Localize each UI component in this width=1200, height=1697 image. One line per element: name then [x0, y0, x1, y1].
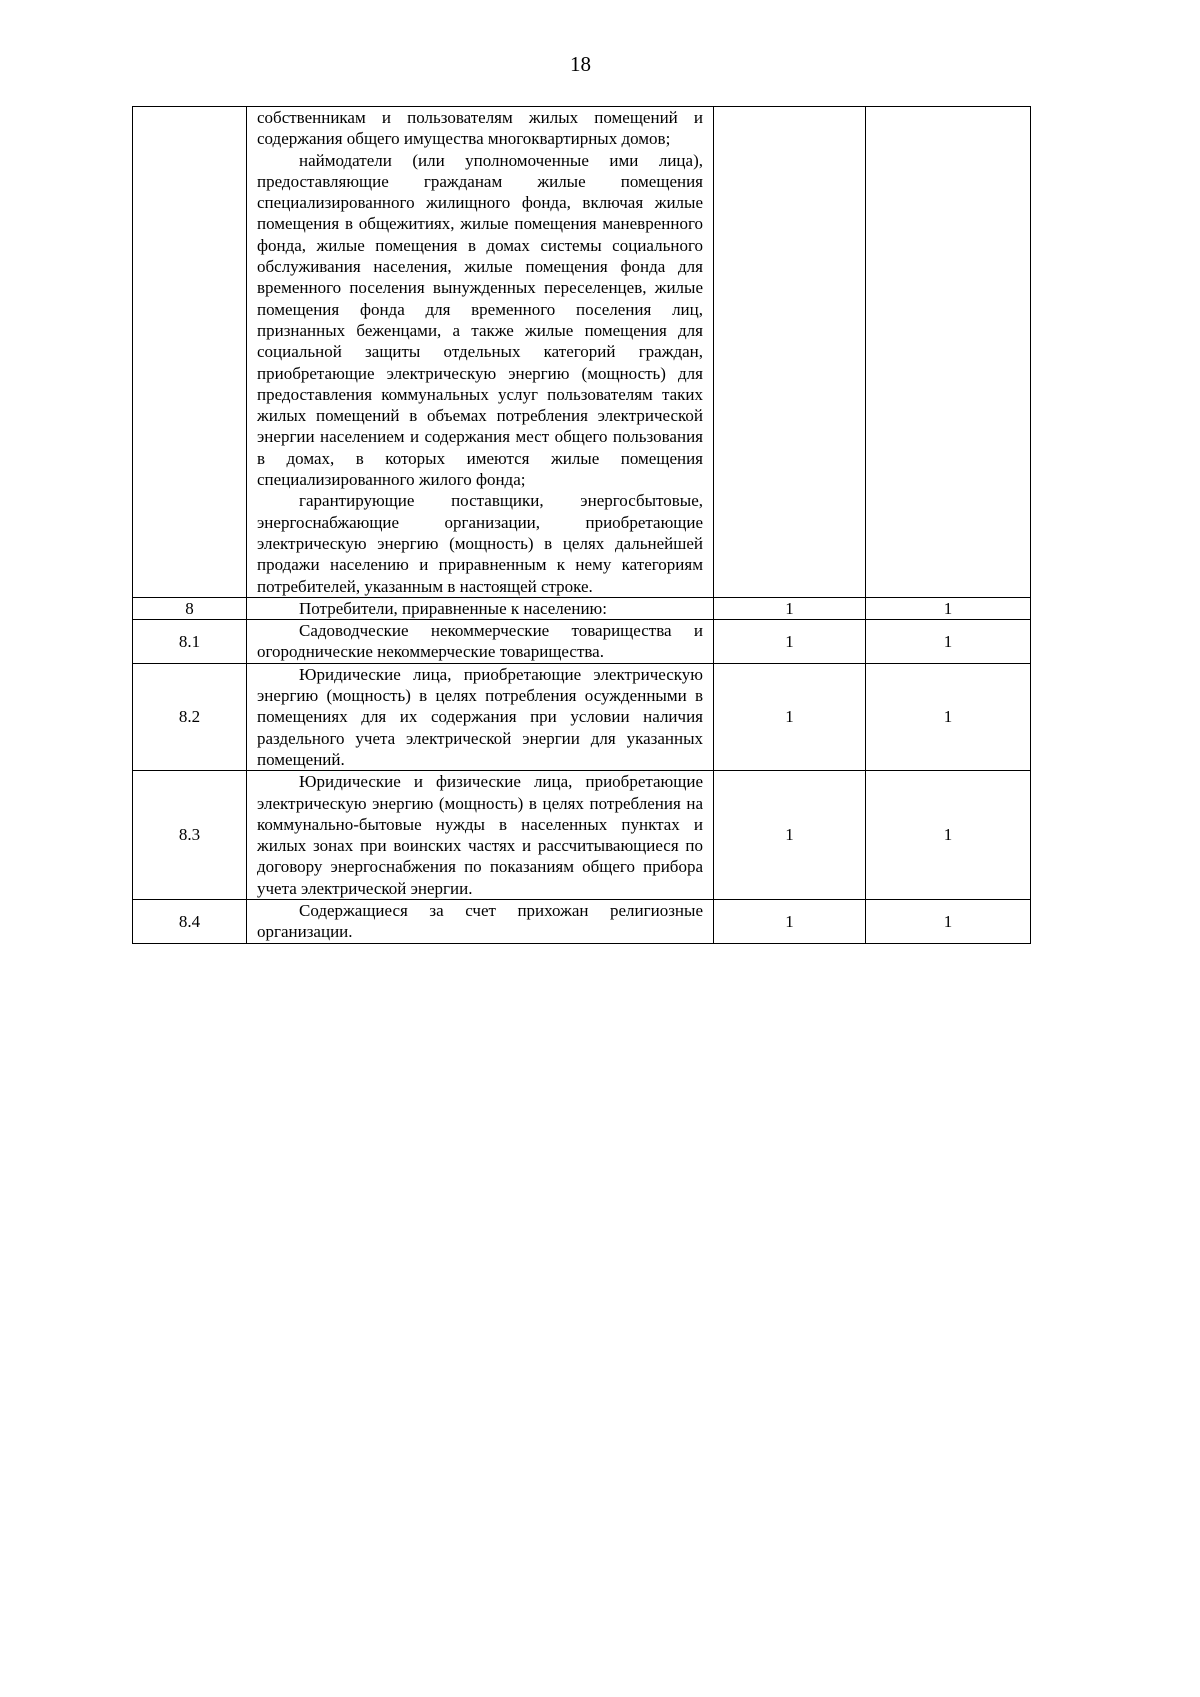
row-description: Садоводческие некоммерческие товарищества и огороднические некоммерческие товарищества. — [257, 621, 703, 662]
row-value-cell: 1 — [866, 620, 1031, 664]
row-description-cell — [247, 597, 714, 619]
continuation-paragraph: собственникам и пользователям жилых помещений и содержания общего имущества многоквартирных домов; — [257, 108, 703, 149]
row-description: Содержащиеся за счет прихожан религиозные организации. — [257, 900, 703, 942]
row-description-cell — [247, 107, 714, 598]
table-row-continuation — [133, 107, 1031, 598]
tariff-table — [132, 106, 1031, 944]
table-row — [133, 620, 1031, 664]
row-description-cell — [247, 899, 714, 943]
row-number-cell: 8.2 — [133, 663, 247, 770]
continuation-paragraph: наймодатели (или уполномоченные ими лица), предоставляющие гражданам жилые помещения специализированного жилищного фонда, включая жилые помещения в общежитиях, жилые помещения маневренного фонда, жилые помещения в домах системы социального обслуживания населения, жилые помещения фонда для временного поселения вынужденных переселенцев, жилые помещения фонда для временного поселения лиц, признанных беженцами, а также жилые помещения для социальной защиты отдельных категорий граждан, приобретающие электрическую энергию (мощность) для предоставления коммунальных услуг пользователям таких жилых помещений в объемах потребления электрической энергии населением и содержания мест общего пользования в домах, в которых имеются жилые помещения специализированного жилого фонда; — [257, 150, 703, 490]
table-row — [133, 771, 1031, 900]
row-value-cell: 1 — [866, 597, 1031, 619]
row-number-cell: 8 — [133, 597, 247, 619]
row-description-cell — [247, 663, 714, 770]
row-description: Потребители, приравненные к населению: — [299, 598, 607, 618]
row-value-cell — [866, 107, 1031, 598]
row-value-cell: 1 — [714, 597, 866, 619]
table-row — [133, 597, 1031, 619]
row-number-cell: 8.1 — [133, 620, 247, 664]
row-value-cell: 1 — [714, 663, 866, 770]
row-number-cell: 8.4 — [133, 899, 247, 943]
row-number-cell: 8.3 — [133, 771, 247, 900]
row-value-cell: 1 — [714, 771, 866, 900]
row-value-cell: 1 — [866, 899, 1031, 943]
row-value-cell — [714, 107, 866, 598]
continuation-paragraph: гарантирующие поставщики, энергосбытовые, энергоснабжающие организации, приобретающие электрическую энергию (мощность) в целях дальнейшей продажи населению и приравненным к нему категориям потребителей, указанным в настоящей строке. — [257, 491, 703, 596]
row-description-cell — [247, 620, 714, 664]
table-row — [133, 899, 1031, 943]
row-value-cell: 1 — [714, 899, 866, 943]
row-description-cell — [247, 771, 714, 900]
row-description: Юридические лица, приобретающие электрическую энергию (мощность) в целях потребления осужденными в помещениях для их содержания при условии наличия раздельного учета электрической энергии для указанных помещений. — [257, 664, 703, 769]
page-number: 18 — [570, 52, 591, 76]
row-value-cell: 1 — [866, 663, 1031, 770]
row-value-cell: 1 — [714, 620, 866, 664]
row-number-cell — [133, 107, 247, 598]
row-description: Юридические и физические лица, приобретающие электрическую энергию (мощность) в целях потребления на коммунально-бытовые нужды в населенных пунктах и жилых зонах при воинских частях и рассчитывающиеся по договору энергоснабжения по показаниям общего прибора учета электрической энергии. — [257, 772, 703, 898]
row-value-cell: 1 — [866, 771, 1031, 900]
table-row — [133, 663, 1031, 770]
